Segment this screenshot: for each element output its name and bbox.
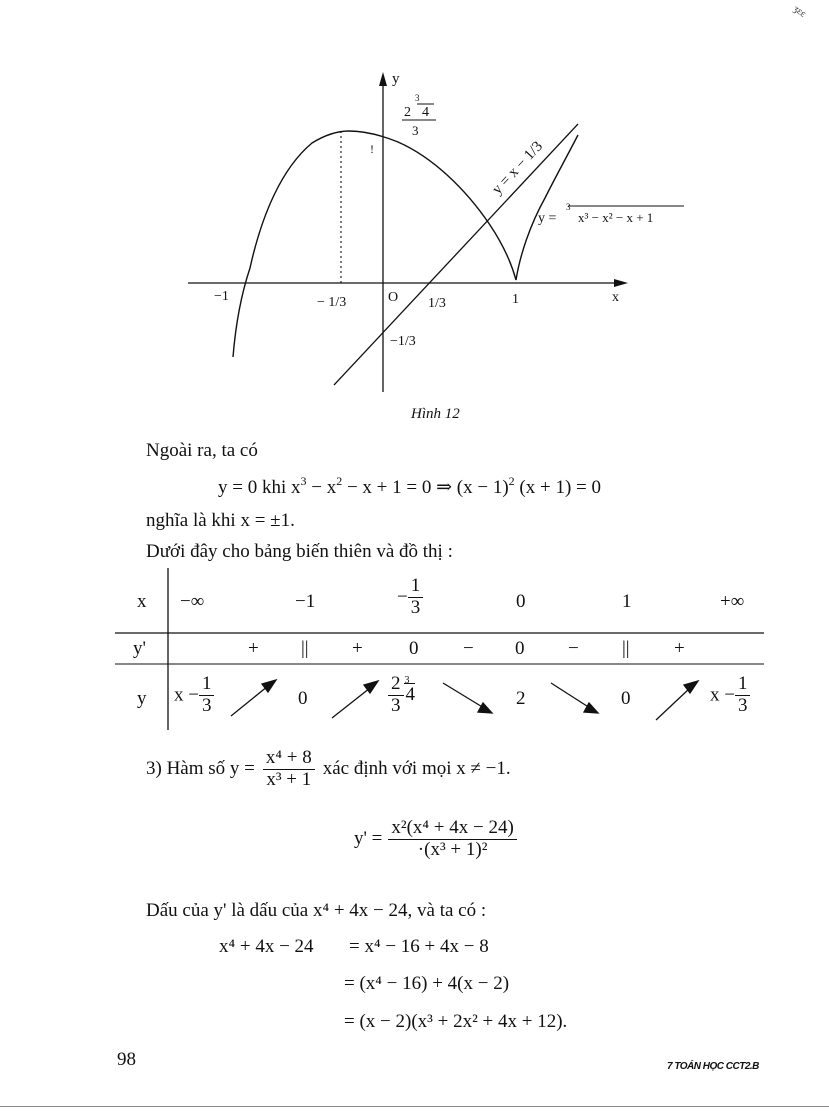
y-value-at-1: 0 bbox=[621, 688, 631, 709]
variation-arrow-down-2 bbox=[551, 683, 598, 713]
max-den: 3 bbox=[412, 123, 419, 138]
y-value-at-neg1: 0 bbox=[298, 688, 308, 709]
y-max-den: 3 bbox=[391, 694, 401, 716]
max-radicand: 4 bbox=[422, 105, 429, 120]
y-max-index: 3 bbox=[404, 675, 410, 687]
y-intercept-label: −1/3 bbox=[390, 334, 416, 349]
variation-arrow-up-3 bbox=[656, 681, 698, 720]
part3-den: x³ + 1 bbox=[266, 768, 312, 790]
x-value-neg1: −1 bbox=[295, 591, 316, 612]
y-left-limit bbox=[174, 674, 214, 717]
yprime-sign-2: || bbox=[301, 638, 309, 659]
y-left-pre: x − bbox=[174, 684, 199, 706]
factor-line2: = (x⁴ − 16) + 4(x − 2) bbox=[344, 973, 510, 994]
curve-root-index: 3 bbox=[566, 202, 571, 212]
curve-radicand: x³ − x² − x + 1 bbox=[578, 210, 654, 225]
sign-text-b: và ta có : bbox=[412, 900, 487, 921]
x-frac-den: 3 bbox=[410, 596, 421, 618]
part3-label-a: 3) Hàm số y = bbox=[146, 758, 255, 780]
variation-arrow-down-1 bbox=[443, 683, 492, 713]
yprime-den: ·(x³ + 1)² bbox=[417, 838, 488, 860]
x-axis-label: x bbox=[612, 290, 619, 305]
yprime-sign-9: + bbox=[674, 638, 685, 659]
yprime-sign-4: 0 bbox=[409, 638, 419, 659]
y-right-limit bbox=[710, 674, 750, 717]
tick-label-neg1: −1 bbox=[214, 289, 229, 304]
y-left-den: 3 bbox=[201, 694, 212, 716]
max-root-index: 3 bbox=[415, 93, 420, 103]
y-left-num: 1 bbox=[199, 674, 215, 696]
x-value-neg-one-third bbox=[397, 576, 423, 619]
max-pointer-mark: ! bbox=[370, 142, 374, 156]
origin-label: O bbox=[388, 290, 399, 305]
figure-caption: Hình 12 bbox=[411, 406, 460, 422]
y-max-radicand: 4 bbox=[405, 684, 415, 706]
table-intro-text: Dưới đây cho bảng biến thiên và đồ thị : bbox=[146, 541, 453, 562]
tick-label-neg-one-third: − 1/3 bbox=[317, 295, 347, 310]
yprime-sign-6: 0 bbox=[515, 638, 525, 659]
x-value-0: 0 bbox=[516, 591, 526, 612]
book-code: 7 TOÁN HỌC CCT2.B bbox=[667, 1061, 759, 1072]
yprime-sign-3: + bbox=[352, 638, 363, 659]
conclusion-text: nghĩa là khi x = ±1. bbox=[146, 510, 295, 531]
corner-mark: ʒɛɛ bbox=[791, 3, 808, 20]
max-coef: 2 bbox=[404, 105, 411, 120]
line-label: y = x − 1/3 bbox=[489, 138, 547, 198]
yprime-sign-5: − bbox=[463, 638, 474, 659]
y-right-num: 1 bbox=[735, 674, 751, 696]
y-value-at-0: 2 bbox=[516, 688, 526, 709]
variation-arrow-up-1 bbox=[231, 680, 276, 716]
eq-exp2b: 2 bbox=[508, 474, 515, 488]
factor-line1-rhs: = x⁴ − 16 + 4x − 8 bbox=[349, 936, 489, 957]
y-axis-label: y bbox=[392, 71, 400, 87]
part3-label-b: xác định với mọi x ≠ −1. bbox=[322, 758, 511, 780]
sign-text-a: Dấu của y' là dấu của bbox=[146, 900, 313, 921]
yprime-sign-8: || bbox=[622, 638, 630, 659]
variation-arrow-up-2 bbox=[332, 681, 378, 718]
intro-text: Ngoài ra, ta có bbox=[146, 440, 258, 461]
x-value-neg-inf: −∞ bbox=[180, 591, 205, 612]
eq-part-b: − x bbox=[306, 477, 337, 498]
yprime-sign-7: − bbox=[568, 638, 579, 659]
x-frac-num: 1 bbox=[408, 576, 424, 598]
yprime-sign-1: + bbox=[248, 638, 259, 659]
factor-line3: = (x − 2)(x³ + 2x² + 4x + 12). bbox=[344, 1011, 568, 1032]
bottom-rule bbox=[0, 1106, 829, 1107]
x-value-1: 1 bbox=[622, 591, 632, 612]
eq-part-c: − x + 1 = 0 ⇒ (x − 1) bbox=[342, 477, 509, 498]
y-max-value bbox=[388, 674, 415, 717]
sign-explanation bbox=[146, 900, 486, 922]
y-right-den: 3 bbox=[737, 694, 748, 716]
page-number: 98 bbox=[117, 1049, 136, 1070]
x-value-pos-inf: +∞ bbox=[720, 591, 745, 612]
tick-label-1: 1 bbox=[512, 292, 519, 307]
yprime-num: x²(x⁴ + 4x − 24) bbox=[388, 818, 516, 840]
curve-label-prefix: y = bbox=[538, 211, 557, 226]
eq-part-d: (x + 1) = 0 bbox=[514, 477, 601, 498]
table-x-label: x bbox=[137, 591, 147, 612]
derivative-formula bbox=[354, 818, 517, 861]
table-yprime-label: y' bbox=[133, 638, 146, 659]
factor-line1-lhs: x⁴ + 4x − 24 bbox=[219, 936, 314, 957]
part3-num: x⁴ + 8 bbox=[263, 748, 315, 770]
sign-expr: x⁴ + 4x − 24, bbox=[312, 900, 413, 921]
eq-part-a: y = 0 khi x bbox=[218, 477, 301, 498]
eq-exp2a: 2 bbox=[336, 474, 343, 488]
y-right-pre: x − bbox=[710, 684, 735, 706]
tick-label-one-third: 1/3 bbox=[428, 296, 446, 311]
eq-exp3: 3 bbox=[300, 474, 307, 488]
y-max-num: 2 bbox=[388, 674, 404, 696]
part3-function bbox=[146, 748, 511, 791]
table-y-label: y bbox=[137, 688, 147, 709]
yprime-lhs: y' = bbox=[354, 828, 383, 850]
x-neg-sign: − bbox=[397, 586, 408, 608]
